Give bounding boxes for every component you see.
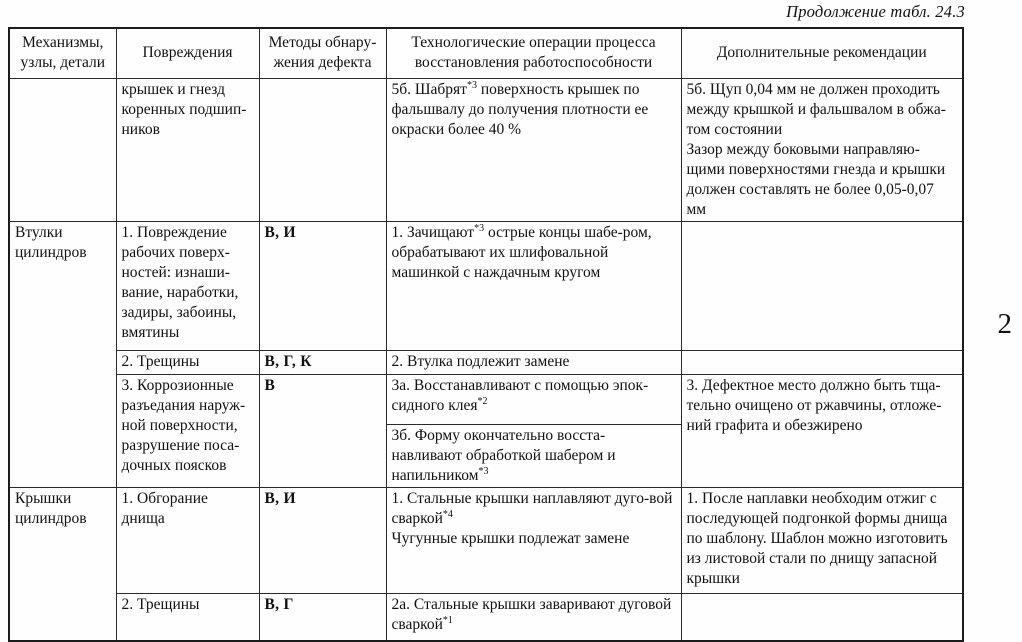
footnote-marker: *2: [477, 395, 488, 407]
cell-methods: В, Г: [259, 593, 386, 641]
header-cell-damages: Повреждения: [116, 28, 259, 78]
cell-methods: В, И: [259, 487, 386, 593]
cell-damage: 1. Повреждение рабочих поверх-ностей: изнаши-вание, наработки, задиры, забоины, вмятины: [116, 221, 259, 350]
cell-methods: В, И: [259, 221, 386, 350]
cell-operations: 2. Втулка подлежит замене: [386, 350, 681, 374]
text-run: 1. Зачищают: [391, 223, 475, 241]
cell-damage: 1. Обгорание днища: [116, 487, 259, 593]
row-covers-2: [9, 593, 963, 641]
cell-methods: В: [259, 374, 386, 487]
footnote-marker: *4: [442, 508, 453, 520]
paragraph: [392, 426, 675, 486]
cell-recommendations: 3. Дефектное место должно быть тща-тельно очищено от ржавчины, отложе-ний графита и обезжирено: [681, 374, 963, 487]
cell-operations: [386, 487, 681, 593]
paragraph: [392, 223, 675, 283]
text-run: 1. Стальные крышки наплавляют дуго-вой сваркой: [391, 489, 673, 527]
row-sleeves-3a: [9, 374, 963, 424]
footnote-marker: *3: [478, 465, 489, 477]
table-caption: Продолжение табл. 24.3: [786, 2, 965, 21]
repair-operations-table: [8, 27, 964, 642]
page-margin-number: 2: [997, 308, 1012, 340]
cell-operations: [386, 424, 681, 487]
header-cell-mechanisms: Механизмы, узлы, детали: [9, 28, 116, 78]
cell-recommendations-empty: [681, 221, 963, 350]
cell-recommendations: [681, 78, 963, 221]
row-continuation: [9, 78, 963, 221]
cell-operations: [386, 221, 681, 350]
text-run: острые концы шабе-ром, обрабатывают их шлифовальной машинкой с наждачным кругом: [391, 223, 652, 281]
cell-operations: [386, 374, 681, 424]
paragraph: [392, 595, 675, 635]
cell-damage: 2. Трещины: [116, 593, 259, 641]
cell-operations: [386, 78, 681, 221]
footnote-marker: *3: [474, 222, 485, 234]
cell-methods-empty: [259, 78, 386, 221]
cell-recommendations-empty: [681, 350, 963, 374]
footnote-marker: *3: [466, 79, 477, 91]
cell-part-empty: [9, 78, 116, 221]
row-sleeves-1: [9, 221, 963, 350]
header-cell-operations: Технологические операции процесса восстановления работоспособности: [386, 28, 681, 78]
row-covers-1: [9, 487, 963, 593]
paragraph: [392, 376, 675, 416]
text-run: 2а. Стальные крышки заваривают дуговой сваркой: [391, 595, 672, 633]
cell-part-sleeves: Втулки цилиндров: [9, 221, 116, 487]
row-sleeves-2: [9, 350, 963, 374]
text-run: поверхность крышек по фальшвалу до получения плотности ее окраски более 40 %: [391, 80, 649, 138]
cell-recommendations-empty: [681, 593, 963, 641]
header-cell-detection-methods: Методы обнару-жения дефекта: [259, 28, 386, 78]
text-run: 3а. Восстанавливают с помощью эпок-сидного клея: [391, 376, 649, 414]
paragraph: [392, 489, 675, 529]
cell-methods: В, Г, К: [259, 350, 386, 374]
cell-operations: [386, 593, 681, 641]
header-cell-recommendations: Дополнительные рекомендации: [681, 28, 963, 78]
cell-damage: 3. Коррозионные разъедания наруж-ной поверхности, разрушение поса-дочных поясков: [116, 374, 259, 487]
footnote-marker: *1: [442, 614, 453, 626]
cell-damage: крышек и гнезд коренных подшип-ников: [116, 78, 259, 221]
paragraph: Зазор между боковыми направляю-щими поверхностями гнезда и крышки должен составлять не более 0,05-0,07 мм: [686, 140, 946, 218]
paragraph: Чугунные крышки подлежат замене: [391, 529, 630, 547]
cell-damage: 2. Трещины: [116, 350, 259, 374]
paragraph: 5б. Щуп 0,04 мм не должен проходить между крышкой и фальшвалом в обжа-том состоянии: [686, 80, 946, 138]
header-row: [9, 28, 963, 78]
cell-part-covers: Крышки цилиндров: [9, 487, 116, 641]
text-run: 5б. Шабрят: [391, 80, 467, 98]
paragraph: [392, 80, 675, 140]
cell-recommendations: 1. После наплавки необходим отжиг с последующей подгонкой формы днища по шаблону. Шаблон можно изготовить из листовой стали по днищу запасной крышки: [681, 487, 963, 593]
text-run: 3б. Форму окончательно восста-навливают обработкой шабером и напильником: [391, 426, 616, 484]
